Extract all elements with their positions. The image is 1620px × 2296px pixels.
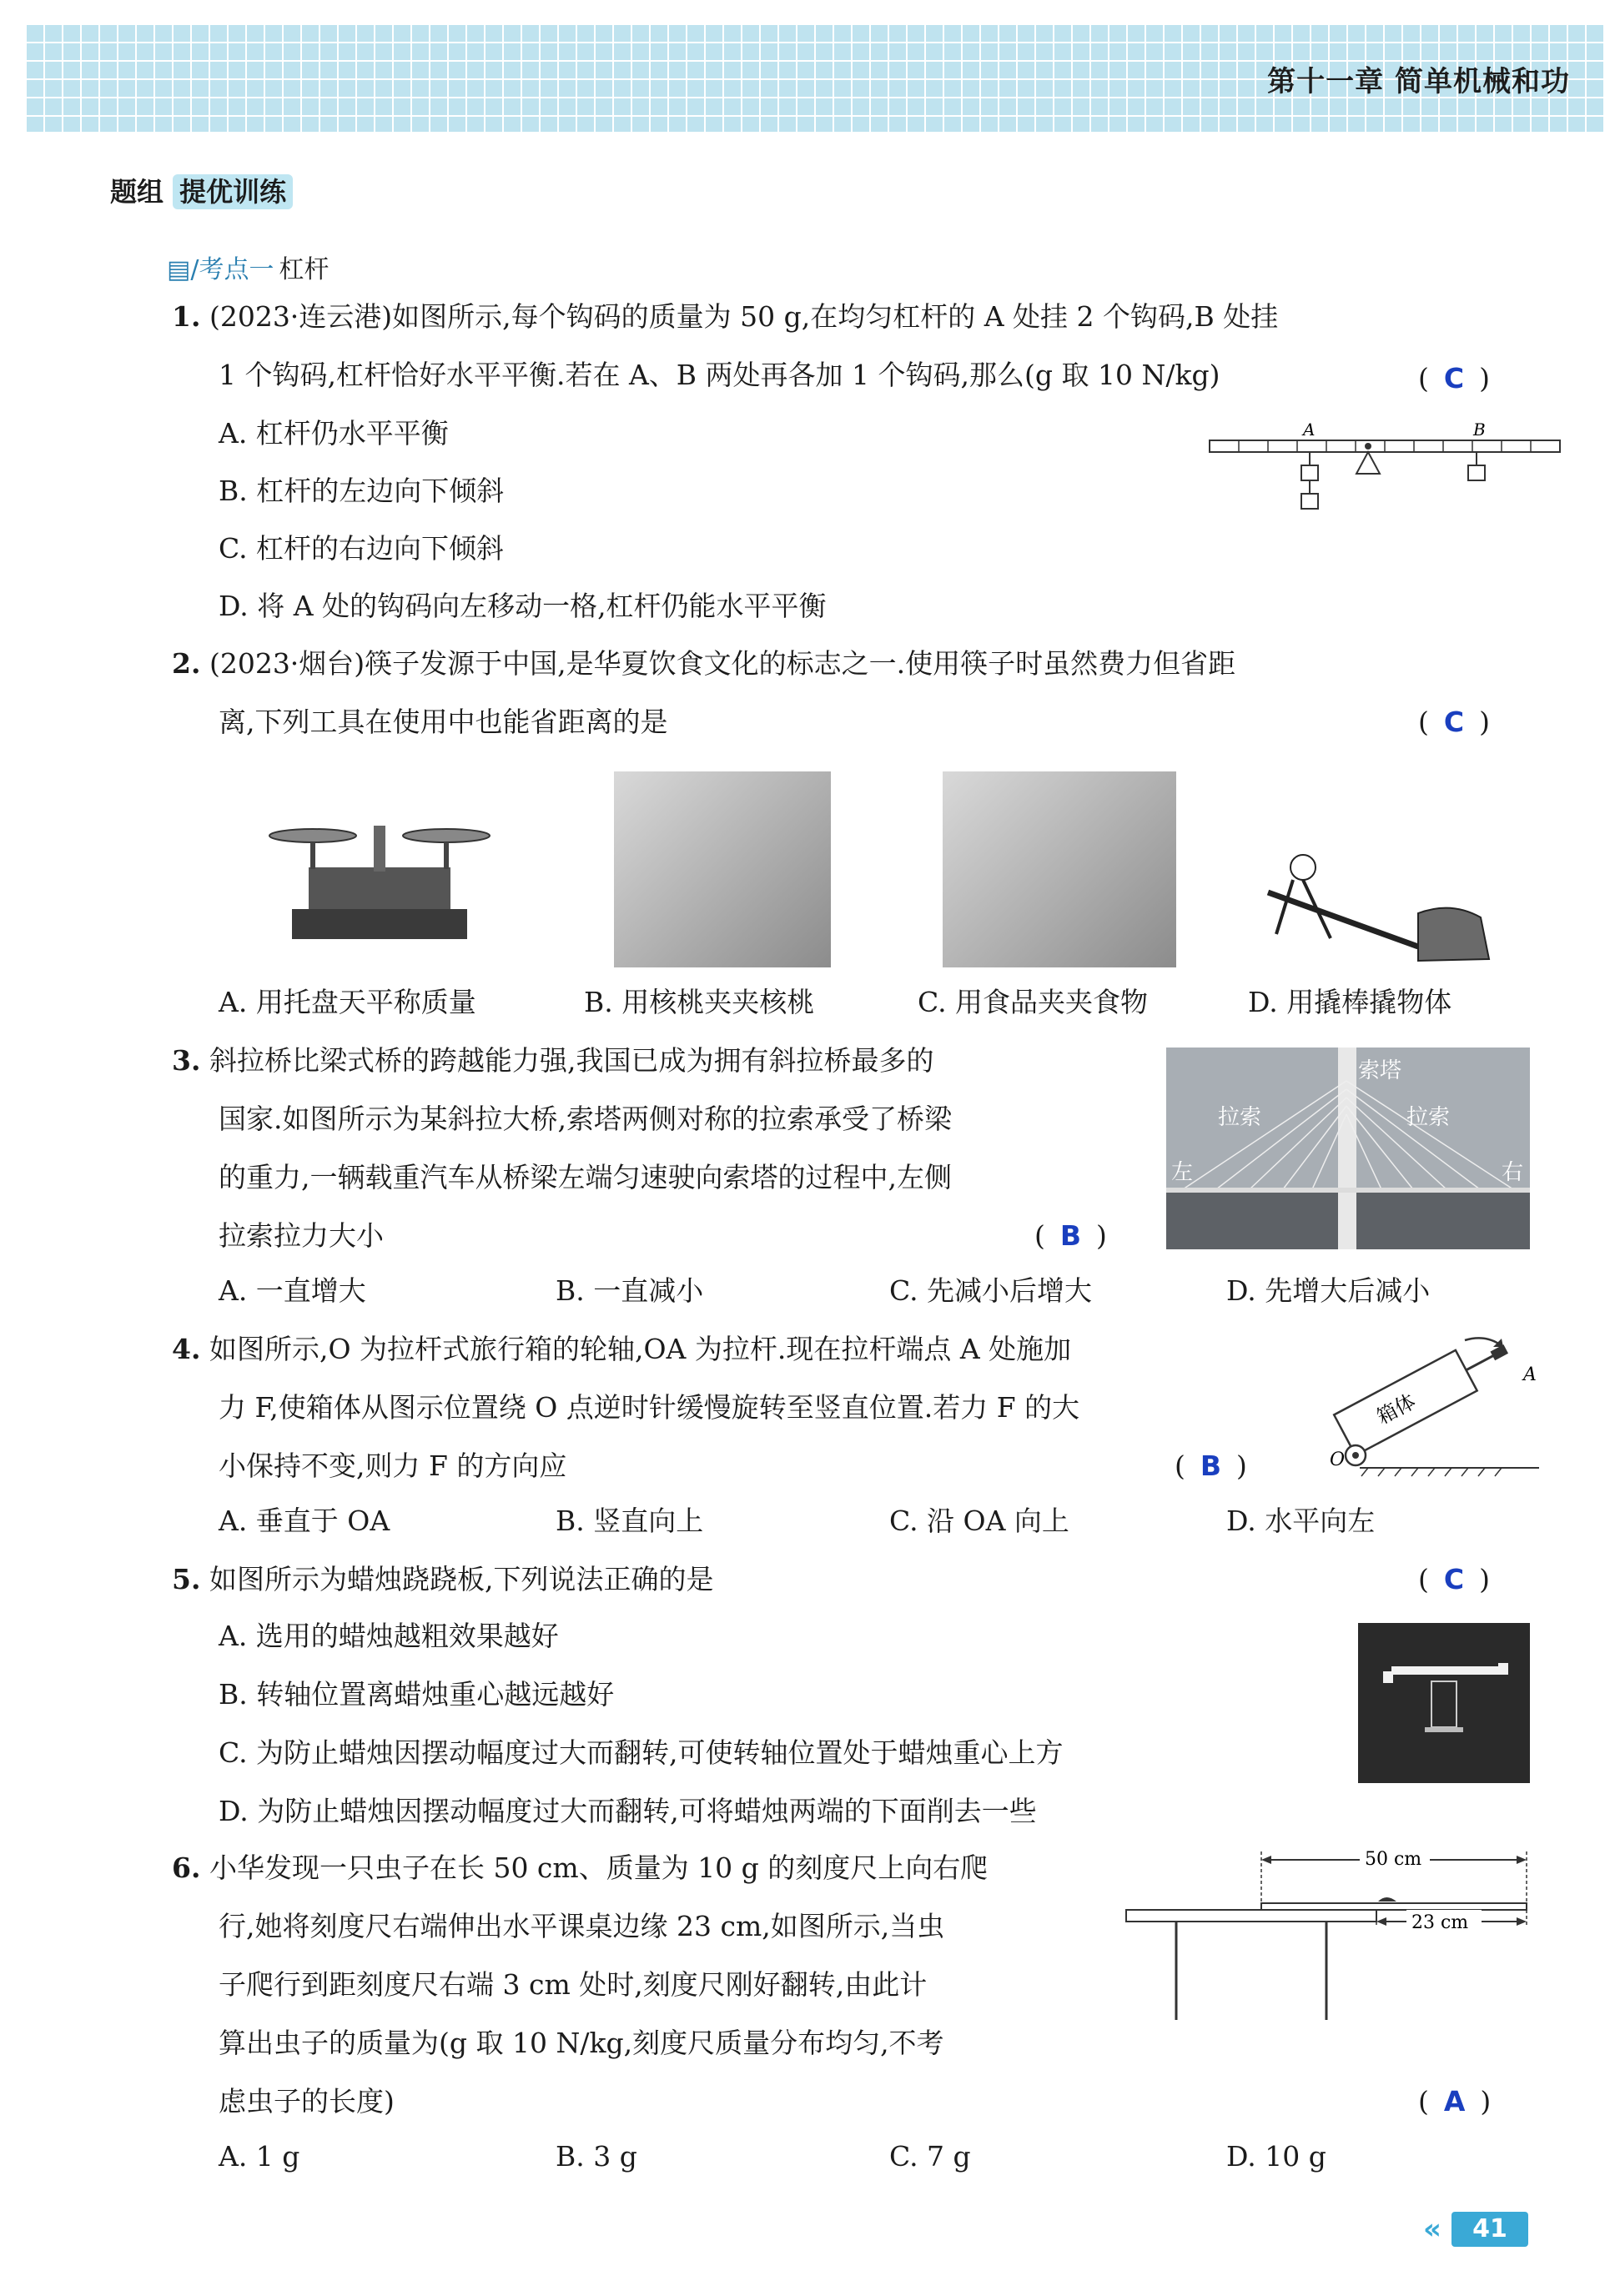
option: D. 用撬棒撬物体 xyxy=(1248,986,1452,1018)
question-text: (2023·连云港)如图所示,每个钩码的质量为 50 g,在均匀杠杆的 A 处挂 2 个钩码,B 处挂 xyxy=(209,300,1279,333)
answer: C xyxy=(1443,706,1465,738)
chevron-left-icon: « xyxy=(1423,2213,1441,2246)
balance-image xyxy=(267,817,492,942)
crowbar-image xyxy=(1251,834,1502,967)
question-text: (2023·烟台)筷子发源于中国,是华夏饮食文化的标志之一.使用筷子时虽然费力但省距 xyxy=(209,647,1236,680)
question-text: 如图所示,O 为拉杆式旅行箱的轮轴,OA 为拉杆.现在拉杆端点 A 处施加 xyxy=(209,1333,1072,1365)
kaodian-topic: 杠杆 xyxy=(279,255,330,284)
suitcase-diagram xyxy=(1301,1322,1543,1480)
option: B. 3 g xyxy=(556,2140,637,2173)
question-text: 小保持不变,则力 F 的方向应 xyxy=(219,1449,567,1482)
question-1 xyxy=(172,300,1278,334)
food-tongs-image xyxy=(943,771,1176,967)
label-left: 左 xyxy=(1171,1160,1194,1185)
list-icon: ▤/ xyxy=(167,255,199,284)
label-tower: 索塔 xyxy=(1358,1058,1402,1083)
option: D. 先增大后减小 xyxy=(1226,1274,1431,1307)
option: C. 杠杆的右边向下倾斜 xyxy=(219,532,505,565)
question-text: 的重力,一辆载重汽车从桥梁左端匀速驶向索塔的过程中,左侧 xyxy=(219,1161,952,1193)
chapter-title: 第十一章 简单机械和功 xyxy=(1267,65,1570,98)
question-text: 算出虫子的质量为(g 取 10 N/kg,刻度尺质量分布均匀,不考 xyxy=(219,2027,944,2059)
section-title: 提优训练 xyxy=(173,174,293,209)
answer: C xyxy=(1443,1563,1465,1595)
section-heading xyxy=(110,171,293,209)
answer: B xyxy=(1059,1219,1082,1252)
answer: B xyxy=(1200,1449,1222,1482)
answer: C xyxy=(1443,362,1465,394)
label-a: A xyxy=(1523,1364,1537,1385)
question-text: 行,她将刻度尺右端伸出水平课桌边缘 23 cm,如图所示,当虫 xyxy=(219,1910,945,1942)
question-5 xyxy=(172,1563,713,1596)
option: A. 用托盘天平称质量 xyxy=(219,986,476,1018)
question-text: 斜拉桥比梁式桥的跨越能力强,我国已成为拥有斜拉桥最多的 xyxy=(209,1044,934,1077)
question-text: 力 F,使箱体从图示位置绕 O 点逆时针缓慢旋转至竖直位置.若力 F 的大 xyxy=(219,1391,1080,1424)
nutcracker-image xyxy=(614,771,831,967)
answer-bracket: ( B ) xyxy=(1034,1219,1107,1252)
question-1-line-2 xyxy=(219,359,1220,392)
question-2 xyxy=(172,647,1235,681)
question-text: 小华发现一只虫子在长 50 cm、质量为 10 g 的刻度尺上向右爬 xyxy=(209,1851,989,1884)
option: B. 转轴位置离蜡烛重心越远越好 xyxy=(219,1678,615,1711)
answer-bracket: ( B ) xyxy=(1175,1449,1247,1482)
question-number: 5. xyxy=(172,1563,201,1595)
option: D. 将 A 处的钩码向左移动一格,杠杆仍能水平平衡 xyxy=(219,590,827,622)
answer-bracket: ( C ) xyxy=(1418,706,1490,738)
question-text: 子爬行到距刻度尺右端 3 cm 处时,刻度尺刚好翻转,由此计 xyxy=(219,1968,928,2001)
option: B. 竖直向上 xyxy=(556,1505,704,1537)
question-text: 拉索拉力大小 xyxy=(219,1219,384,1252)
kaodian-label: 考点一 xyxy=(199,255,274,284)
option: A. 1 g xyxy=(219,2140,300,2173)
option: C. 先减小后增大 xyxy=(889,1274,1093,1307)
label-o: O xyxy=(1330,1449,1346,1470)
question-text: 如图所示为蜡烛跷跷板,下列说法正确的是 xyxy=(209,1563,714,1595)
question-4 xyxy=(172,1333,1071,1366)
question-number: 6. xyxy=(172,1851,201,1884)
option: A. 一直增大 xyxy=(219,1274,366,1307)
option: A. 垂直于 OA xyxy=(219,1505,390,1537)
option: A. 杠杆仍水平平衡 xyxy=(219,417,449,450)
answer-bracket: ( A ) xyxy=(1418,2085,1492,2118)
question-3 xyxy=(172,1044,933,1078)
option: C. 为防止蜡烛因摆动幅度过大而翻转,可使转轴位置处于蜡烛重心上方 xyxy=(219,1736,1064,1769)
question-number: 4. xyxy=(172,1333,201,1365)
label-cable-right: 拉索 xyxy=(1406,1105,1451,1130)
lever-diagram xyxy=(1201,417,1568,534)
label-cable-left: 拉索 xyxy=(1218,1105,1262,1130)
question-2-line-2: 离,下列工具在使用中也能省距离的是 xyxy=(219,706,668,738)
ruler-diagram xyxy=(1118,1835,1535,2027)
answer: A xyxy=(1443,2085,1466,2118)
page-number-text: 41 xyxy=(1472,2214,1507,2243)
option: C. 用食品夹夹食物 xyxy=(918,986,1149,1018)
answer-bracket: ( C ) xyxy=(1418,362,1490,394)
label-box: 箱体 xyxy=(1372,1389,1420,1429)
option: C. 沿 OA 向上 xyxy=(889,1505,1069,1537)
question-number: 1. xyxy=(172,300,201,333)
option: C. 7 g xyxy=(889,2140,971,2173)
option: B. 一直减小 xyxy=(556,1274,704,1307)
label-50cm: 50 cm xyxy=(1365,1849,1422,1870)
label-a: A xyxy=(1303,420,1316,440)
question-6 xyxy=(172,1851,988,1885)
candle-seesaw-image xyxy=(1358,1623,1530,1783)
option: D. 10 g xyxy=(1226,2140,1326,2173)
question-text: 1 个钩码,杠杆恰好水平平衡.若在 A、B 两处再各加 1 个钩码,那么(g 取 10 N/kg) xyxy=(219,359,1220,391)
label-b: B xyxy=(1473,420,1486,440)
kaodian-heading xyxy=(167,249,329,285)
question-number: 3. xyxy=(172,1044,201,1077)
label-23cm: 23 cm xyxy=(1411,1912,1469,1933)
question-number: 2. xyxy=(172,647,201,680)
bridge-image xyxy=(1166,1048,1530,1249)
option: D. 为防止蜡烛因摆动幅度过大而翻转,可将蜡烛两端的下面削去一些 xyxy=(219,1795,1037,1827)
option: B. 杠杆的左边向下倾斜 xyxy=(219,475,505,507)
question-text: 国家.如图所示为某斜拉大桥,索塔两侧对称的拉索承受了桥梁 xyxy=(219,1103,952,1135)
section-label: 题组 xyxy=(110,176,164,208)
option: A. 选用的蜡烛越粗效果越好 xyxy=(219,1620,559,1652)
option: B. 用核桃夹夹核桃 xyxy=(584,986,815,1018)
page-number xyxy=(1423,2212,1528,2247)
label-right: 右 xyxy=(1502,1160,1524,1185)
answer-bracket: ( C ) xyxy=(1418,1563,1490,1595)
question-text: 虑虫子的长度) xyxy=(219,2085,395,2118)
option: D. 水平向左 xyxy=(1226,1505,1376,1537)
